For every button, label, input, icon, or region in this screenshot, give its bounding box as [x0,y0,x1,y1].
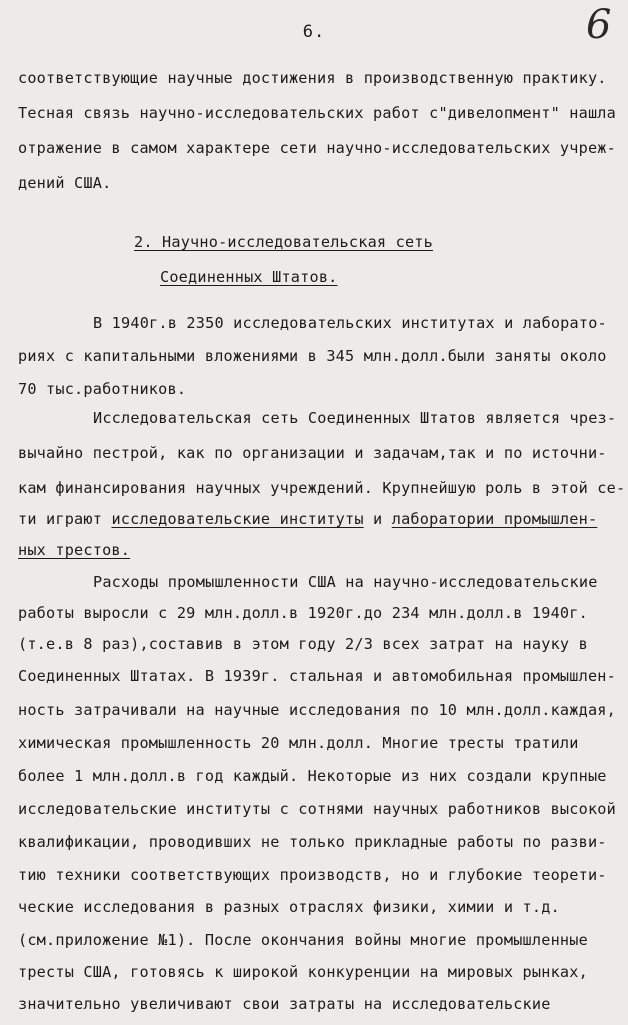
text-line: 70 тыс.работников. [18,380,187,398]
text-line: риях с капитальными вложениями в 345 млн.долл.были заняты около [18,347,607,365]
text-line: тию техники соответствующих производств, но и глубокие теорети- [18,866,607,884]
section-heading [134,232,433,252]
text-line: ческие исследования в разных отраслях физики, химии и т.д. [18,898,560,916]
page-number: 6. [302,22,326,42]
text-line [18,540,623,560]
text-line: Расходы промышленности США на научно-исследовательские [93,573,598,591]
text-line: (т.е.в 8 раз),составив в этом году 2/3 всех затрат на науку в [18,635,588,653]
text-line: вычайно пестрой, как по организации и задачам,так и по источни- [18,444,607,462]
text-line: В 1940г.в 2350 исследовательских институтах и лаборато- [93,314,607,332]
handwritten-page-number: 6 [586,2,612,48]
text-line: исследовательские институты с сотнями научных работников высокой [18,800,616,818]
section-heading-line: 2. Научно-исследовательская сеть [134,233,433,251]
text-line [18,509,623,529]
text-line: Исследовательская сеть Соединенных Штатов является чрез- [93,409,617,427]
underlined-term: лаборатории промышлен- [391,510,598,528]
section-heading-line: Соединенных Штатов. [160,268,338,286]
text-line: значительно увеличивают свои затраты на исследовательские [18,995,551,1013]
text-run: ти играют [18,510,112,528]
text-line: Тесная связь научно-исследовательских работ с"дивелопмент" нашла [18,104,616,122]
underlined-term: ных трестов. [18,541,131,559]
text-line: работы выросли с 29 млн.долл.в 1920г.до 234 млн.долл.в 1940г. [18,604,588,622]
text-line: дений США. [18,174,112,192]
text-line: (см.приложение №1). После окончания войны многие промышленные [18,931,588,949]
text-line: Соединенных Штатах. В 1939г. стальная и автомобильная промышлен- [18,667,616,685]
text-line: тресты США, готовясь к широкой конкуренции на мировых рынках, [18,963,588,981]
text-run: и [363,510,392,528]
section-heading [160,267,338,287]
text-line: кам финансирования научных учреждений. Крупнейшую роль в этой се- [18,479,626,497]
text-line: квалификации, проводивших не только прикладные работы по разви- [18,833,607,851]
text-line: химическая промышленность 20 млн.долл. Многие тресты тратили [18,734,579,752]
underlined-term: исследовательские институты [111,510,364,528]
text-line: соответствующие научные достижения в производственную практику. [18,69,607,87]
text-line: отражение в самом характере сети научно-исследовательских учреж- [18,139,616,157]
text-line: более 1 млн.долл.в год каждый. Некоторые из них создали крупные [18,767,607,785]
text-line: ность затрачивали на научные исследования по 10 млн.долл.каждая, [18,701,616,719]
